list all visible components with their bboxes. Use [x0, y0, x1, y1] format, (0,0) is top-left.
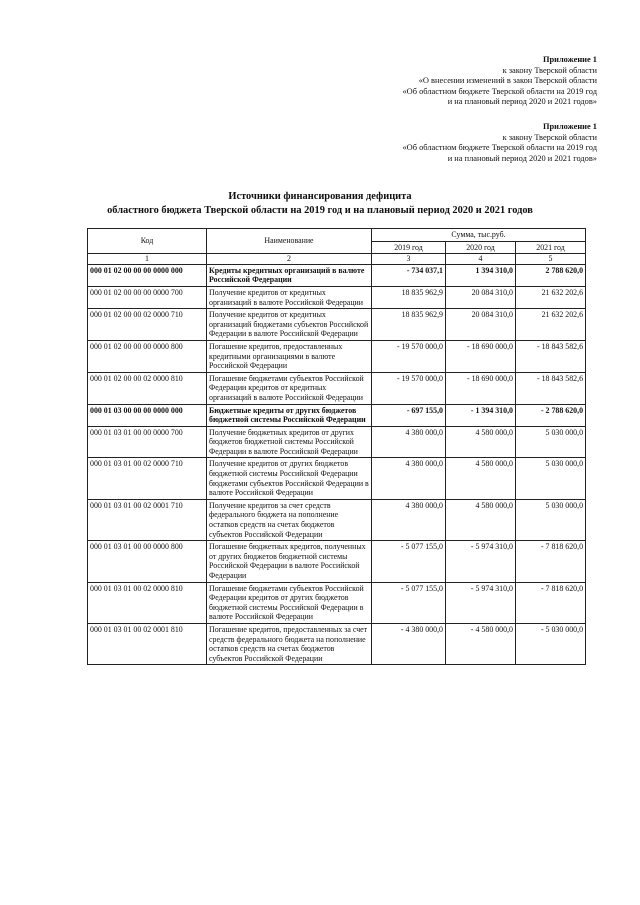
- row-code: 000 01 03 01 00 02 0001 710: [88, 499, 207, 540]
- appendix-line: и на плановый период 2020 и 2021 годов»: [447, 97, 597, 106]
- appendix-header-1: [402, 55, 597, 108]
- header-sum: Сумма, тыс.руб.: [372, 229, 586, 242]
- row-name: Погашение бюджетных кредитов, полученных от других бюджетов бюджетной системы Российской Федерации в валюте Российской Федерации: [207, 541, 372, 582]
- row-value-2019: - 19 570 000,0: [372, 372, 446, 404]
- row-code: 000 01 03 01 00 02 0001 810: [88, 623, 207, 664]
- row-value-2020: - 5 974 310,0: [446, 582, 516, 623]
- row-value-2021: - 7 818 620,0: [516, 541, 586, 582]
- row-name: Получение кредитов за счет средств федерального бюджета на пополнение остатков средств на счетах бюджетов субъектов Российской Федерации: [207, 499, 372, 540]
- row-value-2021: - 18 843 582,6: [516, 340, 586, 372]
- row-value-2019: 4 380 000,0: [372, 458, 446, 499]
- row-value-2019: - 734 037,1: [372, 264, 446, 286]
- row-value-2020: - 18 690 000,0: [446, 340, 516, 372]
- row-value-2019: 4 380 000,0: [372, 499, 446, 540]
- column-index: 1: [88, 254, 207, 265]
- header-code: Код: [88, 229, 207, 254]
- table-row: [88, 458, 586, 499]
- row-code: 000 01 02 00 00 00 0000 800: [88, 340, 207, 372]
- header-year-2019: 2019 год: [372, 241, 446, 254]
- row-name: Бюджетные кредиты от других бюджетов бюджетной системы Российской Федерации: [207, 404, 372, 426]
- row-name: Погашение бюджетами субъектов Российской Федерации кредитов от других бюджетов бюджетной системы Российской Федерации в валюте Российской Федерации: [207, 582, 372, 623]
- title-line-1: Источники финансирования дефицита: [228, 191, 412, 202]
- appendix-line: «Об областном бюджете Тверской области на 2019 год: [402, 86, 597, 96]
- row-code: 000 01 03 01 00 02 0000 710: [88, 458, 207, 499]
- row-name: Получение бюджетных кредитов от других бюджетов бюджетной системы Российской Федерации в валюте Российской Федерации: [207, 426, 372, 458]
- row-value-2019: - 19 570 000,0: [372, 340, 446, 372]
- row-value-2020: 4 580 000,0: [446, 458, 516, 499]
- row-value-2021: 5 030 000,0: [516, 426, 586, 458]
- header-year-2021: 2021 год: [516, 241, 586, 254]
- table-row: [88, 309, 586, 341]
- column-index: 4: [446, 254, 516, 265]
- row-code: 000 01 02 00 00 00 0000 000: [88, 264, 207, 286]
- row-code: 000 01 03 00 00 00 0000 000: [88, 404, 207, 426]
- row-value-2020: 20 084 310,0: [446, 309, 516, 341]
- row-name: Погашение кредитов, предоставленных кредитными организациями в валюте Российской Федерации: [207, 340, 372, 372]
- appendix-line: к закону Тверской области: [502, 65, 597, 75]
- row-value-2021: 5 030 000,0: [516, 458, 586, 499]
- table-row: [88, 426, 586, 458]
- row-name: Погашение кредитов, предоставленных за счет средств федерального бюджета на пополнение остатков средств на счетах бюджетов субъектов Российской Федерации: [207, 623, 372, 664]
- table-row: [88, 499, 586, 540]
- row-value-2019: 4 380 000,0: [372, 426, 446, 458]
- column-index: 5: [516, 254, 586, 265]
- row-name: Получение кредитов от кредитных организаций в валюте Российской Федерации: [207, 286, 372, 308]
- row-value-2021: - 18 843 582,6: [516, 372, 586, 404]
- row-value-2021: 2 788 620,0: [516, 264, 586, 286]
- appendix-line: и на плановый период 2020 и 2021 годов»: [447, 153, 597, 163]
- row-value-2019: 18 835 962,9: [372, 286, 446, 308]
- row-value-2020: 4 580 000,0: [446, 426, 516, 458]
- row-value-2021: - 2 788 620,0: [516, 404, 586, 426]
- row-value-2020: 20 084 310,0: [446, 286, 516, 308]
- table-row: [88, 623, 586, 664]
- header-name: Наименование: [207, 229, 372, 254]
- header-year-2020: 2020 год: [446, 241, 516, 254]
- row-value-2019: 18 835 962,9: [372, 309, 446, 341]
- row-code: 000 01 03 01 00 00 0000 700: [88, 426, 207, 458]
- column-index: 2: [207, 254, 372, 265]
- table-row: [88, 264, 586, 286]
- row-value-2021: - 5 030 000,0: [516, 623, 586, 664]
- title-line-2: областного бюджета Тверской области на 2019 год и на плановый период 2020 и 2021 годов: [107, 205, 533, 216]
- row-value-2021: 21 632 202,6: [516, 309, 586, 341]
- table-row: [88, 372, 586, 404]
- column-index: 3: [372, 254, 446, 265]
- appendix-line: к закону Тверской области: [502, 132, 597, 142]
- row-value-2020: - 5 974 310,0: [446, 541, 516, 582]
- row-value-2020: - 1 394 310,0: [446, 404, 516, 426]
- table-body: [88, 264, 586, 665]
- row-name: Погашение бюджетами субъектов Российской Федерации кредитов от кредитных организаций в валюте Российской Федерации: [207, 372, 372, 404]
- row-value-2020: - 4 580 000,0: [446, 623, 516, 664]
- financing-sources-table: [87, 228, 586, 665]
- row-code: 000 01 02 00 00 02 0000 710: [88, 309, 207, 341]
- appendix-line: «Об областном бюджете Тверской области на 2019 год: [402, 143, 597, 152]
- row-value-2021: 21 632 202,6: [516, 286, 586, 308]
- row-value-2019: - 4 380 000,0: [372, 623, 446, 664]
- row-value-2020: 1 394 310,0: [446, 264, 516, 286]
- row-value-2020: - 18 690 000,0: [446, 372, 516, 404]
- table-row: [88, 340, 586, 372]
- appendix-line: «О внесении изменений в закон Тверской области: [418, 76, 597, 85]
- row-value-2019: - 697 155,0: [372, 404, 446, 426]
- document-title: [0, 190, 640, 218]
- row-code: 000 01 02 00 00 00 0000 700: [88, 286, 207, 308]
- table-row: [88, 541, 586, 582]
- row-name: Получение кредитов от кредитных организаций бюджетами субъектов Российской Федерации в валюте Российской Федерации: [207, 309, 372, 341]
- appendix-header-2: [402, 122, 597, 164]
- table-row: [88, 582, 586, 623]
- row-code: 000 01 02 00 00 02 0000 810: [88, 372, 207, 404]
- row-code: 000 01 03 01 00 00 0000 800: [88, 541, 207, 582]
- row-value-2019: - 5 077 155,0: [372, 582, 446, 623]
- row-name: Кредиты кредитных организаций в валюте Российской Федерации: [207, 264, 372, 286]
- row-value-2021: 5 030 000,0: [516, 499, 586, 540]
- column-index-row: [88, 254, 586, 265]
- table-row: [88, 404, 586, 426]
- row-value-2021: - 7 818 620,0: [516, 582, 586, 623]
- row-value-2020: 4 580 000,0: [446, 499, 516, 540]
- row-value-2019: - 5 077 155,0: [372, 541, 446, 582]
- row-code: 000 01 03 01 00 02 0000 810: [88, 582, 207, 623]
- appendix-title: Приложение 1: [542, 55, 597, 64]
- appendix-title: Приложение 1: [542, 122, 597, 131]
- row-name: Получение кредитов от других бюджетов бюджетной системы Российской Федерации бюджетами субъектов Российской Федерации в валюте Российской Федерации: [207, 458, 372, 499]
- table-row: [88, 286, 586, 308]
